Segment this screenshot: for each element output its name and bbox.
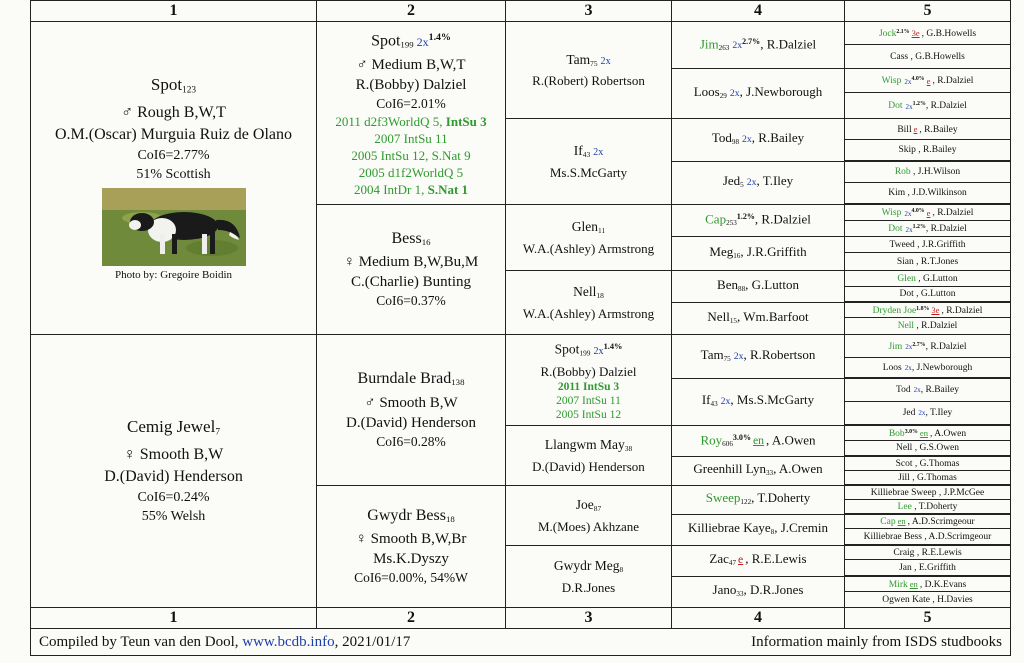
- dam-name: Cemig Jewel$_7$: [127, 417, 220, 438]
- gen5-dog-entry: Jim $2x^{2.7\%}$, R.Dalziel: [888, 341, 967, 353]
- gen3-owner: R.(Bobby) Dalziel: [540, 363, 637, 379]
- gen3-dog-name: Gwydr Meg$_8$: [553, 558, 624, 574]
- gen5-cell: [844, 334, 1011, 358]
- gen5-cell: [844, 425, 1011, 441]
- gen4-cell: [671, 118, 845, 162]
- gen5-dog-entry: Jock$^{2.1\%}$ 3e , G.B.Howells: [878, 28, 977, 40]
- gen5-dog-entry: Dot $2x^{1.2\%}$, R.Dalziel: [888, 101, 967, 112]
- gen2-sire-coi: CoI6=2.01%: [376, 95, 446, 111]
- gen3-dog-name: Glen$_{11}$: [571, 219, 606, 235]
- gen5-dog-entry: Sian , R.T.Jones: [896, 256, 959, 267]
- gen2-dam2-owner: Ms.K.Dyszy: [373, 551, 449, 568]
- gen2-sire-owner: R.(Bobby) Dalziel: [355, 76, 467, 93]
- gen5-dog-entry: Lee , T.Doherty: [897, 501, 958, 512]
- gen5-dog-entry: Loos 2x, J.Newborough: [882, 362, 973, 373]
- gen5-cell: [844, 204, 1011, 221]
- trial-result: 2011 IntSu 3: [557, 380, 620, 393]
- gen3-dog-name: Tam$_{75}$ 2x: [566, 51, 611, 68]
- gen4-dog-entry: Roy$_{606}^{3.0\%}$ en , A.Owen: [700, 432, 816, 449]
- gen3-cell: [505, 270, 672, 335]
- trial-result: 2011 d2f3WorldQ 5, IntSu 3: [335, 113, 487, 129]
- site-link[interactable]: www.bcdb.info: [242, 634, 335, 650]
- gen5-cell: [844, 559, 1011, 576]
- compiled-by: Compiled by Teun van den Dool, www.bcdb.info, 2021/01/17: [39, 634, 411, 650]
- gen5-cell: [844, 378, 1011, 402]
- gen5-cell: [844, 21, 1011, 45]
- gen5-cell: [844, 182, 1011, 204]
- gen2-dam-sex-coat: ♀ Medium B,W,Bu,M: [343, 254, 479, 271]
- gen5-cell: [844, 514, 1011, 529]
- source-note: Information mainly from ISDS studbooks: [751, 634, 1002, 650]
- dam-owner: D.(David) Henderson: [104, 467, 243, 485]
- gen5-dog-entry: Dot $2x^{1.2\%}$, R.Dalziel: [888, 224, 967, 235]
- subject-dog-sex-coat: ♂ Rough B,W,T: [121, 103, 226, 121]
- gen3-cell: [505, 334, 672, 426]
- gen4-cell: [671, 21, 845, 69]
- gen4-cell: [671, 456, 845, 486]
- gen5-dog-entry: Killiebrae Bess , A.D.Scrimgeour: [863, 531, 992, 542]
- gen5-cell: [844, 68, 1011, 93]
- gen4-cell: [671, 161, 845, 205]
- gen4-cell: [671, 545, 845, 577]
- gen5-dog-entry: Skip , R.Bailey: [898, 145, 957, 155]
- gen5-cell: [844, 270, 1011, 287]
- dam-coi: CoI6=0.24%: [137, 489, 210, 505]
- footer-col-1: 1: [30, 607, 317, 629]
- photo-caption: Photo by: Gregoire Boidin: [114, 268, 233, 281]
- gen4-dog-entry: Nell$_{15}$, Wm.Barfoot: [707, 308, 809, 325]
- subject-dog-breed-pct: 51% Scottish: [136, 166, 211, 182]
- gen4-dog-entry: $If_{43}$ 2x, Ms.S.McGarty: [701, 392, 815, 408]
- gen2-dam-name: Bess$_{16}$: [391, 229, 431, 248]
- gen3-cell: [505, 425, 672, 486]
- gen5-dog-entry: Bill e , R.Bailey: [897, 123, 958, 135]
- header-col-4: 4: [671, 0, 845, 22]
- gen2-sire2-name: Burndale Brad$_{138}$: [357, 370, 465, 388]
- gen4-cell: [671, 378, 845, 426]
- gen2-sire-cell: [316, 21, 506, 205]
- gen4-cell: [671, 68, 845, 119]
- footer-bar: [30, 628, 1011, 656]
- gen5-dog-entry: Dryden Joe$^{1.8\%}$ 3e , R.Dalziel: [872, 305, 983, 317]
- footer-col-4: 4: [671, 607, 845, 629]
- trial-result: 2005 d1f2WorldQ 5: [358, 164, 464, 180]
- gen5-cell: [844, 401, 1011, 425]
- gen4-dog-entry: Jim$_{263}$ $2x^{2.7\%}$, R.Dalziel: [699, 36, 817, 53]
- gen3-owner: Ms.S.McGarty: [549, 164, 628, 180]
- gen3-cell: [505, 118, 672, 205]
- gen5-dog-entry: Mirk en , D.K.Evans: [888, 578, 967, 590]
- gen4-dog-entry: Meg$_{16}$, J.R.Griffith: [709, 243, 807, 260]
- gen5-cell: [844, 545, 1011, 560]
- gen5-cell: [844, 161, 1011, 183]
- trial-result: 2005 IntSu 12, S.Nat 9: [351, 147, 471, 163]
- gen2-dam-coi: CoI6=0.37%: [376, 293, 446, 309]
- gen5-cell: [844, 252, 1011, 271]
- gen5-dog-entry: Wisp $2x^{4.0\%}$ e , R.Dalziel: [881, 75, 974, 87]
- trial-result: 2005 IntSu 12: [555, 408, 622, 421]
- gen3-cell: [505, 204, 672, 271]
- gen2-dam2-coi: CoI6=0.00%, 54%W: [354, 570, 468, 586]
- gen5-cell: [844, 302, 1011, 318]
- gen3-owner: D.R.Jones: [561, 579, 616, 595]
- dam-cell: [30, 334, 317, 608]
- gen5-cell: [844, 118, 1011, 140]
- gen3-dog-name: Spot$_{199}$ $2x^{1.4\%}$: [554, 341, 623, 358]
- gen3-dog-name: Joe$_{87}$: [575, 497, 602, 513]
- gen5-dog-entry: Nell , G.S.Owen: [895, 443, 960, 453]
- gen4-dog-entry: Jano$_{33}$, D.R.Jones: [712, 582, 804, 598]
- gen4-cell: [671, 485, 845, 515]
- subject-dog-owner: O.M.(Oscar) Murguia Ruiz de Olano: [55, 125, 292, 143]
- gen5-dog-entry: Wisp $2x^{4.0\%}$ e , R.Dalziel: [881, 207, 974, 219]
- trial-result: 2007 IntSu 11: [374, 130, 448, 146]
- gen2-sire2-owner: D.(David) Henderson: [346, 414, 476, 431]
- gen3-dog-name: Nell$_{18}$: [573, 284, 604, 300]
- gen4-dog-entry: Tam$_{75}$ 2x, R.Robertson: [700, 346, 816, 363]
- gen5-cell: [844, 456, 1011, 471]
- gen5-cell: [844, 44, 1011, 69]
- gen3-cell: [505, 545, 672, 608]
- gen5-dog-entry: Jan , E.Griffith: [899, 562, 956, 573]
- header-col-1: 1: [30, 0, 317, 22]
- gen3-owner: W.A.(Ashley) Armstrong: [522, 240, 655, 256]
- gen2-dam-owner: C.(Charlie) Bunting: [351, 274, 471, 291]
- gen3-dog-name: Llangwm May$_{38}$: [544, 437, 633, 453]
- gen5-dog-entry: Dot , G.Lutton: [899, 289, 956, 299]
- subject-dog-coi: CoI6=2.77%: [137, 147, 210, 163]
- footer-col-3: 3: [505, 607, 672, 629]
- gen5-dog-entry: Nell , R.Dalziel: [897, 321, 958, 331]
- gen2-dam-cell: [316, 204, 506, 335]
- gen5-cell: [844, 139, 1011, 161]
- gen5-dog-entry: Cass , G.B.Howells: [890, 51, 965, 62]
- gen5-dog-entry: Craig , R.E.Lewis: [893, 547, 962, 558]
- subject-dog-cell: [30, 21, 317, 335]
- gen4-cell: [671, 334, 845, 379]
- gen3-dog-name: $If_{43}$ 2x: [573, 143, 604, 159]
- gen5-cell: [844, 528, 1011, 545]
- gen2-dam2-cell: [316, 485, 506, 608]
- gen5-dog-entry: Glen , G.Lutton: [897, 273, 958, 284]
- gen2-dam2-sex-coat: ♀ Smooth B,W,Br: [355, 531, 467, 548]
- gen3-owner: R.(Robert) Robertson: [532, 73, 645, 89]
- gen5-cell: [844, 440, 1011, 456]
- footer-col-5: 5: [844, 607, 1011, 629]
- dam-sex-coat: ♀ Smooth B,W: [123, 445, 224, 463]
- gen2-sire-sex-coat: ♂ Medium B,W,T: [356, 56, 466, 73]
- gen5-dog-entry: Kim , J.D.Wilkinson: [888, 188, 967, 198]
- subject-dog-name: Spot$_{123}$: [150, 75, 197, 96]
- gen4-dog-entry: Ben$_{88}$, G.Lutton: [717, 276, 799, 293]
- gen4-cell: [671, 204, 845, 237]
- gen4-cell: [671, 302, 845, 335]
- gen4-dog-entry: Killiebrae Kaye$_8$, J.Cremin: [687, 520, 829, 536]
- gen5-cell: [844, 236, 1011, 253]
- gen3-owner: M.(Moes) Akhzane: [537, 518, 640, 534]
- gen5-dog-entry: Killiebrae Sweep , J.P.McGee: [870, 487, 985, 498]
- gen2-sire2-cell: [316, 334, 506, 486]
- header-col-2: 2: [316, 0, 506, 22]
- gen4-dog-entry: Sweep$_{122}$, T.Doherty: [705, 490, 811, 506]
- gen5-cell: [844, 470, 1011, 485]
- dog-photo: [102, 188, 246, 266]
- gen3-cell: [505, 21, 672, 119]
- gen4-dog-entry: Zac$_{47}$ e , R.E.Lewis: [709, 551, 807, 567]
- gen5-dog-entry: Bob$^{3.0\%}$ en , A.Owen: [888, 428, 967, 440]
- gen4-cell: [671, 270, 845, 303]
- gen5-cell: [844, 286, 1011, 302]
- gen4-dog-entry: Jed$_5$ 2x, T.Iley: [722, 173, 794, 189]
- gen2-sire2-coi: CoI6=0.28%: [376, 433, 446, 449]
- gen4-dog-entry: Loos$_{29}$ 2x, J.Newborough: [693, 83, 823, 100]
- gen3-cell: [505, 485, 672, 546]
- gen4-cell: [671, 425, 845, 457]
- gen5-dog-entry: Scot , G.Thomas: [895, 458, 960, 469]
- gen5-dog-entry: Cap en , A.D.Scrimgeour: [880, 516, 975, 527]
- gen5-dog-entry: Rob , J.H.Wilson: [894, 167, 961, 177]
- gen2-sire2-sex-coat: ♂ Smooth B,W: [364, 394, 458, 411]
- gen5-dog-entry: Jed 2x, T.Iley: [902, 408, 953, 418]
- header-col-3: 3: [505, 0, 672, 22]
- header-col-5: 5: [844, 0, 1011, 22]
- gen5-cell: [844, 220, 1011, 237]
- gen4-cell: [671, 514, 845, 546]
- gen5-cell: [844, 485, 1011, 500]
- gen5-dog-entry: Tod 2x, R.Bailey: [895, 385, 959, 395]
- gen3-owner: D.(David) Henderson: [532, 458, 645, 474]
- gen4-dog-entry: Cap$_{253}^{1.2\%}$, R.Dalziel: [705, 211, 811, 228]
- gen5-dog-entry: Jill , G.Thomas: [898, 472, 957, 483]
- gen4-dog-entry: Greenhill Lyn$_{33}$, A.Owen: [693, 461, 823, 477]
- gen5-cell: [844, 92, 1011, 119]
- gen5-cell: [844, 357, 1011, 378]
- dam-breed-pct: 55% Welsh: [141, 508, 206, 524]
- trial-result: 2007 IntSu 11: [556, 394, 621, 407]
- gen5-dog-entry: Tweed , J.R.Griffith: [889, 239, 966, 250]
- footer-col-2: 2: [316, 607, 506, 629]
- gen5-cell: [844, 317, 1011, 335]
- gen5-cell: [844, 576, 1011, 592]
- gen5-dog-entry: Ogwen Kate , H.Davies: [882, 594, 973, 605]
- gen5-cell: [844, 499, 1011, 514]
- gen4-cell: [671, 576, 845, 608]
- gen4-cell: [671, 236, 845, 271]
- gen4-dog-entry: Tod$_{98}$ 2x, R.Bailey: [711, 130, 805, 146]
- gen2-sire-name: Spot$_{199}$ $2x^{1.4\%}$: [371, 32, 451, 50]
- trial-result: 2004 IntDr 1, S.Nat 1: [353, 181, 469, 197]
- gen3-owner: W.A.(Ashley) Armstrong: [522, 305, 655, 321]
- gen5-cell: [844, 591, 1011, 608]
- gen2-dam2-name: Gwydr Bess$_{18}$: [367, 506, 455, 525]
